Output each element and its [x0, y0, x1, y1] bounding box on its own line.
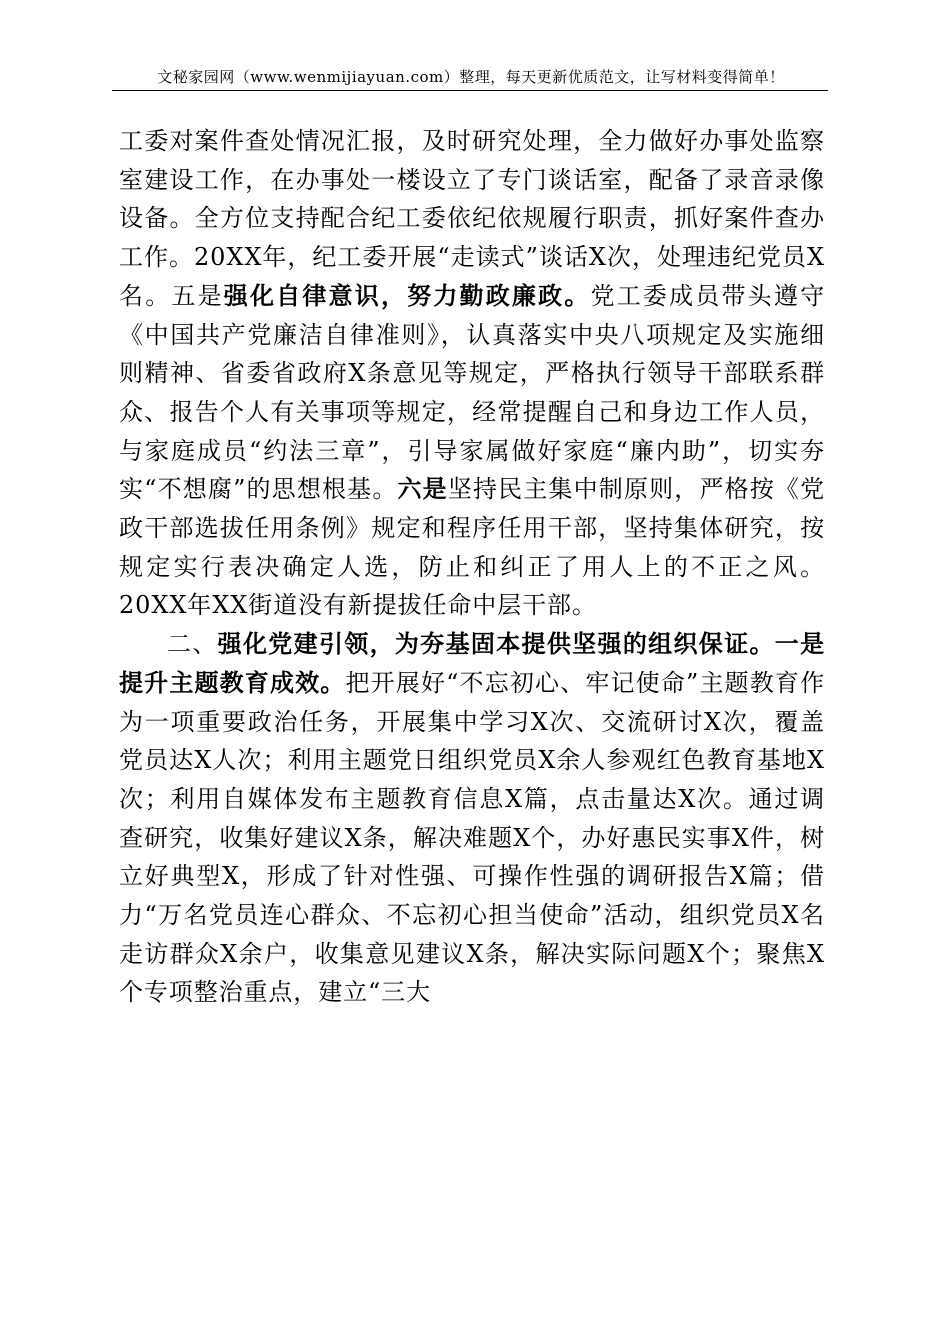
bold-heading: 强化自律意识，努力勤政廉政。: [223, 280, 591, 310]
paragraph: [119, 122, 825, 625]
bold-heading: 六是: [397, 474, 448, 504]
text-run: 二、: [167, 630, 218, 659]
bold-heading: 强化党建引领，为夯基固本提供坚强的组织保证。一是提升主题教育成效。: [119, 629, 825, 697]
text-run: 党工委成员带头遵守《中国共产党廉洁自律准则》，认真落实中央八项规定及实施细则精神、省委省政府X条意见等规定，严格执行领导干部联系群众、报告个人有关事项等规定，经常提醒自己和身边工作人员，与家庭成员“约法三章”，引导家属做好家庭“廉内助”，切实夯实“不想腐”的思想根基。: [119, 281, 825, 504]
text-run: 工委对案件查处情况汇报，及时研究处理，全力做好办事处监察室建设工作，在办事处一楼设立了专门谈话室，配备了录音录像设备。全方位支持配合纪工委依纪依规履行职责，抓好案件查办工作。20XX年，纪工委开展“走读式”谈话X次，处理违纪党员X名。五是: [119, 127, 825, 310]
paragraph: [119, 625, 825, 1012]
header-divider: [112, 90, 828, 91]
text-run: 把开展好“不忘初心、牢记使命”主题教育作为一项重要政治任务，开展集中学习X次、交流研讨X次，覆盖党员达X人次；利用主题党日组织党员X余人参观红色教育基地X次；利用自媒体发布主题教育信息X篇，点击量达X次。通过调查研究，收集好建议X条，解决难题X个，办好惠民实事X件，树立好典型X，形成了针对性强、可操作性强的调研报告X篇；借力“万名党员连心群众、不忘初心担当使命”活动，组织党员X名走访群众X余户，收集意见建议X条，解决实际问题X个；聚焦X个专项整治重点，建立“三大: [119, 668, 825, 1007]
text-run: 坚持民主集中制原则，严格按《党政干部选拔任用条例》规定和程序任用干部，坚持集体研究，按规定实行表决确定人选，防止和纠正了用人上的不正之风。20XX年XX街道没有新提拔任命中层干部。: [119, 475, 825, 620]
document-body: [119, 122, 825, 1012]
page-header: 文秘家园网（www.wenmijiayuan.com）整理，每天更新优质范文，让写材料变得简单！: [157, 68, 785, 86]
